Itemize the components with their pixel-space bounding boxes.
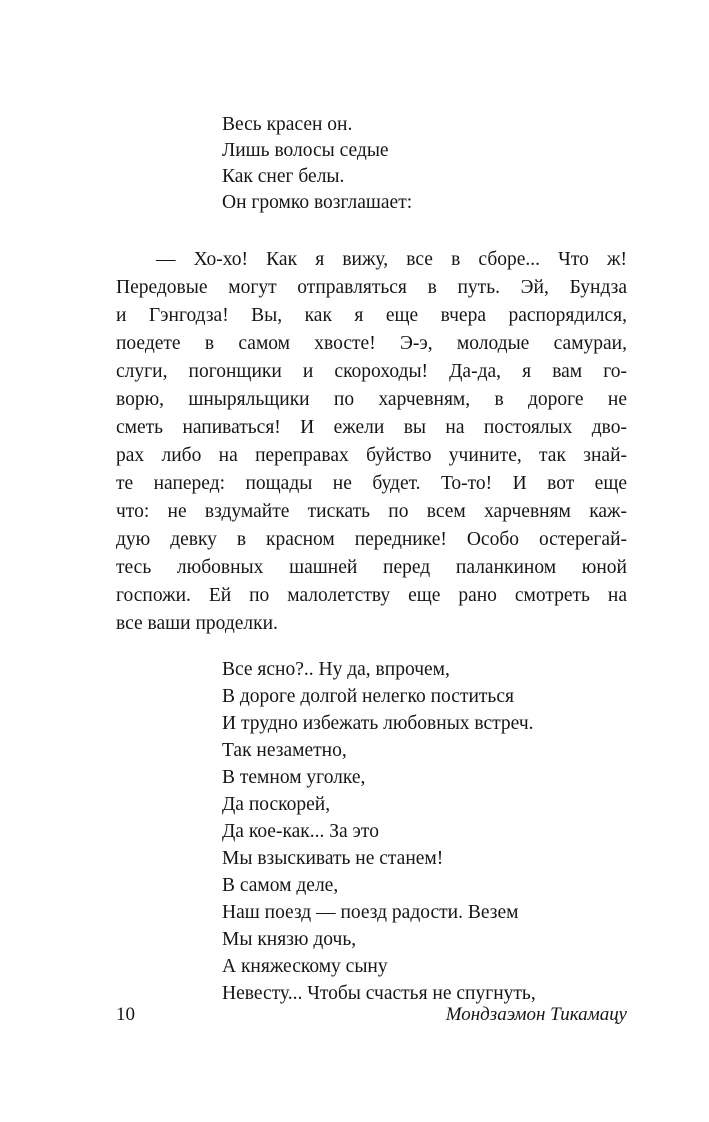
prose-line: рах либо на переправах буйство учините, так знай-: [116, 445, 627, 466]
prose-line: дую девку в красном переднике! Особо остерегай-: [116, 529, 627, 550]
verse-line: Да кое-как... За это: [222, 821, 379, 842]
verse-line: В темном уголке,: [222, 767, 366, 788]
prose-line: и Гэнгодза! Вы, как я еще вчера распорядился,: [116, 305, 627, 326]
verse-line: В самом деле,: [222, 875, 339, 896]
prose-line: тесь любовных шашней перед паланкином юной: [116, 557, 627, 578]
prose-line: что: не вздумайте тискать по всем харчевням каж-: [116, 501, 627, 522]
prose-line: — Хо-хо! Как я вижу, все в сборе... Что ж!: [156, 249, 627, 270]
prose-line: те наперед: пощады не будет. То-то! И вот еще: [116, 473, 627, 494]
page-footer: [116, 1004, 627, 1026]
verse-line: Мы князю дочь,: [222, 929, 357, 950]
verse-block-opening: [222, 112, 627, 216]
verse-line: Так незаметно,: [222, 740, 347, 761]
verse-line: А княжескому сыну: [222, 956, 388, 977]
verse-line: Лишь волосы седые: [222, 140, 389, 161]
verse-line: Мы взыскивать не станем!: [222, 848, 444, 869]
verse-line: Как снег белы.: [222, 166, 345, 187]
page-number: 10: [116, 1004, 135, 1025]
author-name: Мондзаэмон Тикамацу: [445, 1004, 627, 1025]
prose-line: все ваши проделки.: [116, 613, 278, 634]
verse-line: Все ясно?.. Ну да, впрочем,: [222, 659, 450, 680]
prose-line: поедете в самом хвосте! Э-э, молодые самураи,: [116, 333, 627, 354]
prose-line: сметь напиваться! И ежели вы на постоялых дво-: [116, 417, 627, 438]
verse-line: Он громко возглашает:: [222, 192, 413, 213]
verse-line: Наш поезд — поезд радости. Везем: [222, 902, 519, 923]
verse-line: И трудно избежать любовных встреч.: [222, 713, 534, 734]
prose-line: ворю, шныряльщики по харчевням, в дороге не: [116, 389, 627, 410]
prose-paragraph: [116, 246, 627, 638]
verse-line: В дороге долгой нелегко поститься: [222, 686, 514, 707]
verse-block-closing: [222, 656, 627, 1007]
verse-line: Невесту... Чтобы счастья не спугнуть,: [222, 983, 536, 1004]
prose-line: госпожи. Ей по малолетству еще рано смотреть на: [116, 585, 627, 606]
verse-line: Да поскорей,: [222, 794, 331, 815]
verse-line: Весь красен он.: [222, 114, 353, 135]
prose-line: Передовые могут отправляться в путь. Эй, Бундза: [116, 277, 627, 298]
prose-line: слуги, погонщики и скороходы! Да-да, я вам го-: [116, 361, 627, 382]
